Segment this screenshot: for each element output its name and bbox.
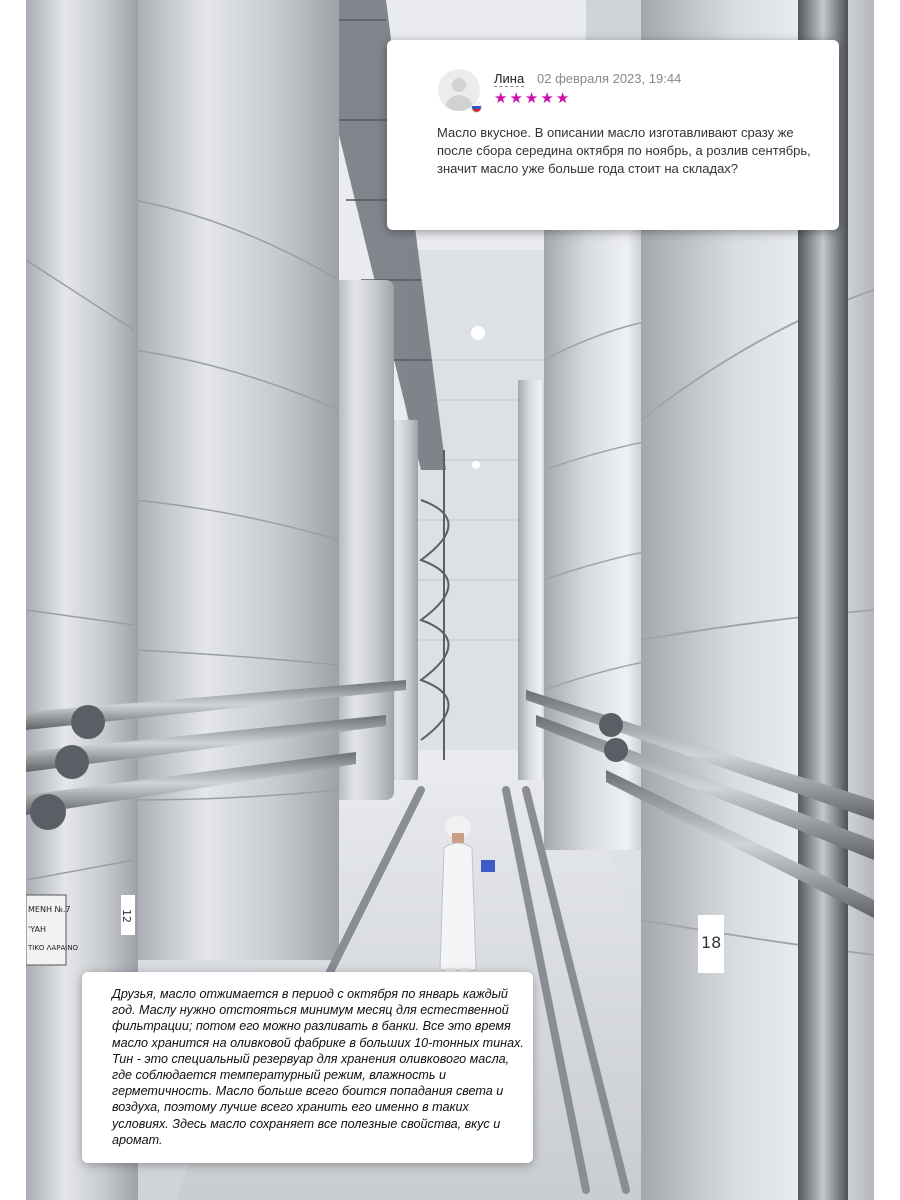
- svg-text:MENH №.7: MENH №.7: [28, 905, 71, 914]
- tank-label-12: [120, 895, 135, 935]
- star-icon: ★: [494, 90, 508, 107]
- russia-flag-icon: [471, 102, 482, 113]
- star-icon: ★: [540, 90, 554, 107]
- rating-stars: [494, 90, 569, 107]
- star-icon: ★: [509, 90, 523, 107]
- review-date: 02 февраля 2023, 19:44: [537, 71, 682, 86]
- avatar-head-icon: [452, 78, 466, 92]
- avatar-body-icon: [445, 95, 473, 111]
- svg-text:ΤΙΚΟ ΛΑΡΑΙΝΟ: ΤΙΚΟ ΛΑΡΑΙΝΟ: [28, 944, 79, 952]
- star-icon: ★: [524, 90, 539, 107]
- review-card: [387, 40, 839, 230]
- review-author[interactable]: Лина: [494, 71, 525, 86]
- star-icon: ★: [555, 90, 570, 107]
- svg-text:12: 12: [120, 909, 133, 923]
- review-text: Масло вкусное. В описании масло изготавливают сразу же после сбора середина октября по ноябрь, а розлив сентябрь, значит масло уже больше года стоит на складах?: [437, 125, 811, 176]
- info-card: [82, 972, 533, 1163]
- info-text: Друзья, масло отжимается в период с октября по январь каждый год. Маслу нужно отстояться минимум месяц для естественной фильтрации; потом его можно разливать в банки. Все это время масло хранится на оливковой фабрике в больших 10-тонных тинах. Тин - это специальный резервуар для хранения оливкового масла, где соблюдается температурный режим, влажность и герметичность. Масло больше всего боится попадания света и воздуха, поэтому лучше всего хранить его именно в таких условиях. Здесь масло сохраняет все полезные свойства, вкус и аромат.: [112, 987, 524, 1147]
- svg-text:18: 18: [701, 933, 722, 952]
- tank-label-18: [698, 915, 724, 973]
- svg-text:'YAH: 'YAH: [28, 925, 46, 934]
